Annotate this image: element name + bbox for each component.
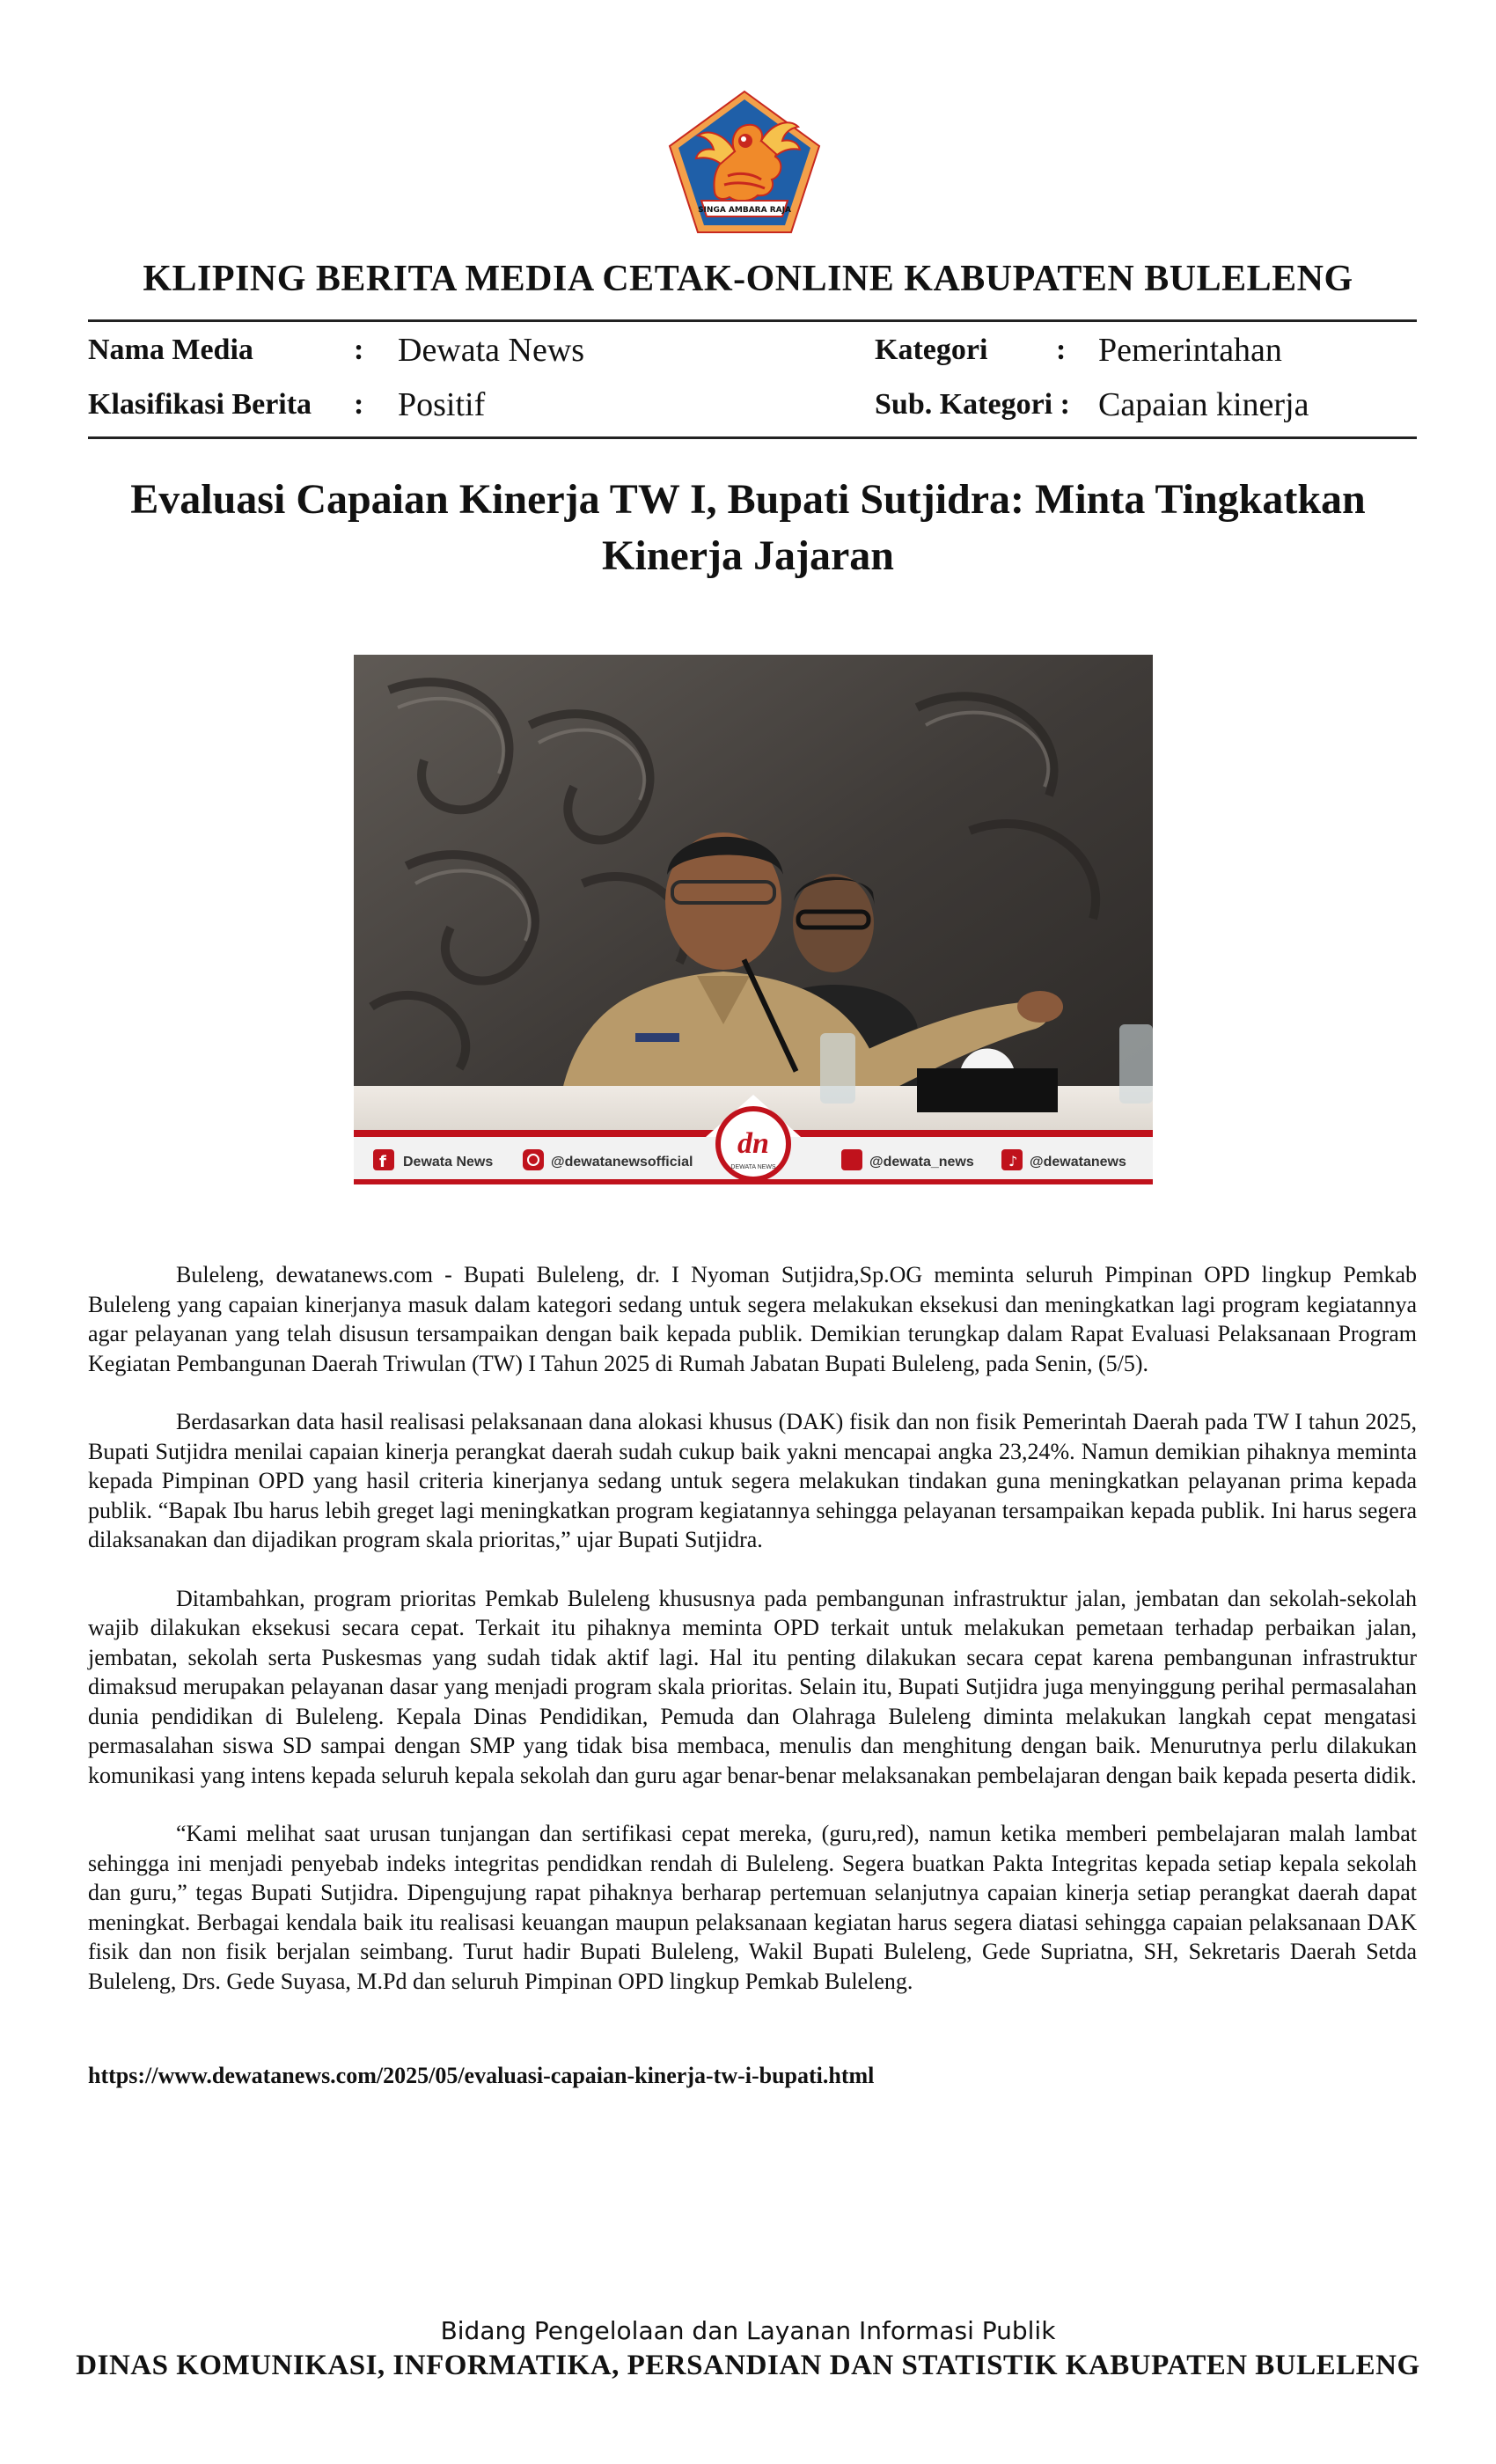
singa-ambara-raja-crest-icon: [666, 88, 823, 236]
article-paragraph: Berdasarkan data hasil realisasi pelaksanaan dana alokasi khusus (DAK) fisik dan non fisik Pemerintah Daerah pada TW I tahun 2025, Bupati Sutjidra menilai capaian kinerja perangkat daerah sudah cukup baik yakni mencapai angka 23,24%. Namun demikian pihaknya meminta kepada Pimpinan OPD yang hasil criteria kinerjanya sedang untuk segera melakukan tindakan guna meningkatkan pelayanan prima kepada publik. “Bapak Ibu harus lebih greget lagi meningkatkan program kegiatannya sehingga pelayanan tersampaikan kepada publik. Ini harus segera dilaksanakan dan dijadikan program skala prioritas,” ujar Bupati Sutjidra.: [88, 1409, 1417, 1552]
photo-bar-instagram: @dewatanewsofficial: [551, 1155, 693, 1170]
photo-bar-tiktok: @dewatanews: [1030, 1155, 1126, 1170]
regency-crest-logo: [666, 88, 823, 236]
kategori-label: Kategori: [875, 334, 988, 366]
article-paragraph: “Kami melihat saat urusan tunjangan dan sertifikasi cepat mereka, (guru,red), namun ketika memberi pembelajaran malah lambat sehingga ini menjadi penyebab indeks integritas pendidkan rendah di Buleleng. Segera buatkan Pakta Integritas kepada setiap kepala sekolah dan guru,” tegas Bupati Sutjidra. Dipengujung rapat pihaknya berharap pertemuan selanjutnya capaian kinerja setiap perangkat daerah dapat meningkat. Berbagai kendala baik itu realisasi keuangan maupun pelaksanaan kegiatan harus segera diatasi sehingga capaian pelaksanaan DAK fisik dan non fisik berjalan seimbang. Turut hadir Bupati Buleleng, Wakil Bupati Buleleng, Gede Supriatna, SH, Sekretaris Daerah Setda Buleleng, Drs. Gede Suyasa, M.Pd dan seluruh Pimpinan OPD lingkup Pemkab Buleleng.: [88, 1821, 1417, 1994]
photo-bar-brand-caption: DEWATA NEWS: [730, 1164, 776, 1170]
twitter-icon: [841, 1149, 862, 1170]
sub-kategori-label: Sub. Kategori :: [875, 388, 1070, 421]
news-photo: [354, 655, 1153, 1184]
clipping-header-title: KLIPING BERITA MEDIA CETAK-ONLINE KABUPATEN BULELENG: [143, 259, 1353, 299]
instagram-icon: [523, 1149, 544, 1170]
sub-kategori-value: Capaian kinerja: [1098, 386, 1309, 423]
crest-motto: SINGA AMBARA RAJA: [698, 206, 791, 215]
header-rule-bottom: [88, 436, 1417, 439]
svg-text:♪: ♪: [1008, 1153, 1018, 1170]
svg-text:f: f: [379, 1153, 386, 1171]
article-body: [88, 1260, 1417, 2025]
klasifikasi-berita-colon: :: [354, 388, 364, 421]
nama-media-label: Nama Media: [88, 334, 253, 366]
nama-media-colon: :: [354, 334, 364, 366]
nama-media-value: Dewata News: [398, 332, 585, 369]
header-rule-top: [88, 319, 1417, 322]
photo-bar-facebook: Dewata News: [403, 1155, 494, 1170]
news-photo-image: [354, 655, 1153, 1184]
klasifikasi-berita-label: Klasifikasi Berita: [88, 388, 312, 421]
photo-bar-brand-mark: dn: [737, 1127, 769, 1160]
article-paragraph: Buleleng, dewatanews.com - Bupati Buleleng, dr. I Nyoman Sutjidra,Sp.OG meminta seluruh Pimpinan OPD lingkup Pemkab Buleleng yang capaian kinerjanya masuk dalam kategori sedang untuk segera melakukan eksekusi dan meningkatkan lagi program kegiatannya agar pelayanan yang telah disusun tersampaikan dengan baik kepada publik. Demikian terungkap dalam Rapat Evaluasi Pelaksanaan Program Kegiatan Pembangunan Daerah Triwulan (TW) I Tahun 2025 di Rumah Jabatan Bupati Buleleng, pada Senin, (5/5).: [88, 1262, 1417, 1376]
footer-title: DINAS KOMUNIKASI, INFORMATIKA, PERSANDIAN DAN STATISTIK KABUPATEN BULELENG: [76, 2350, 1420, 2381]
kategori-value: Pemerintahan: [1098, 332, 1282, 369]
photo-bar-twitter: @dewata_news: [869, 1155, 974, 1170]
article-title: Evaluasi Capaian Kinerja TW I, Bupati Sutjidra: Minta Tingkatkan Kinerja Jajaran: [130, 476, 1366, 579]
source-url: https://www.dewatanews.com/2025/05/evaluasi-capaian-kinerja-tw-i-bupati.html: [88, 2063, 875, 2088]
article-paragraph: Ditambahkan, program prioritas Pemkab Buleleng khususnya pada pembangunan infrastruktur jalan, jembatan dan sekolah-sekolah wajib dilakukan eksekusi secara cepat. Terkait itu pihaknya meminta OPD terkait untuk melakukan pemetaan terhadap perbaikan jalan, jembatan, sekolah serta Puskesmas yang sudah tidak aktif lagi. Hal itu penting dilakukan secara cepat karena pembangunan infrastruktur dimaksud merupakan pelayanan dasar yang menjadi program skala prioritas. Selain itu, Bupati Sutjidra juga menyinggung perihal permasalahan dunia pendidikan di Buleleng. Kepala Dinas Pendidikan, Pemuda dan Olahraga Buleleng diminta melakukan langkah cepat mengatasi permasalahan siswa SD sampai dengan SMP yang tidak bisa membaca, menulis dan menghitung dengan baik. Menurutnya perlu dilakukan komunikasi yang intens kepada seluruh kepala sekolah dan guru agar benar-benar melaksanakan pembelajaran dengan baik kepada peserta didik.: [88, 1585, 1417, 1788]
kategori-colon: :: [1056, 334, 1067, 366]
klasifikasi-berita-value: Positif: [398, 386, 486, 423]
footer-subtitle: Bidang Pengelolaan dan Layanan Informasi Publik: [440, 2316, 1056, 2345]
